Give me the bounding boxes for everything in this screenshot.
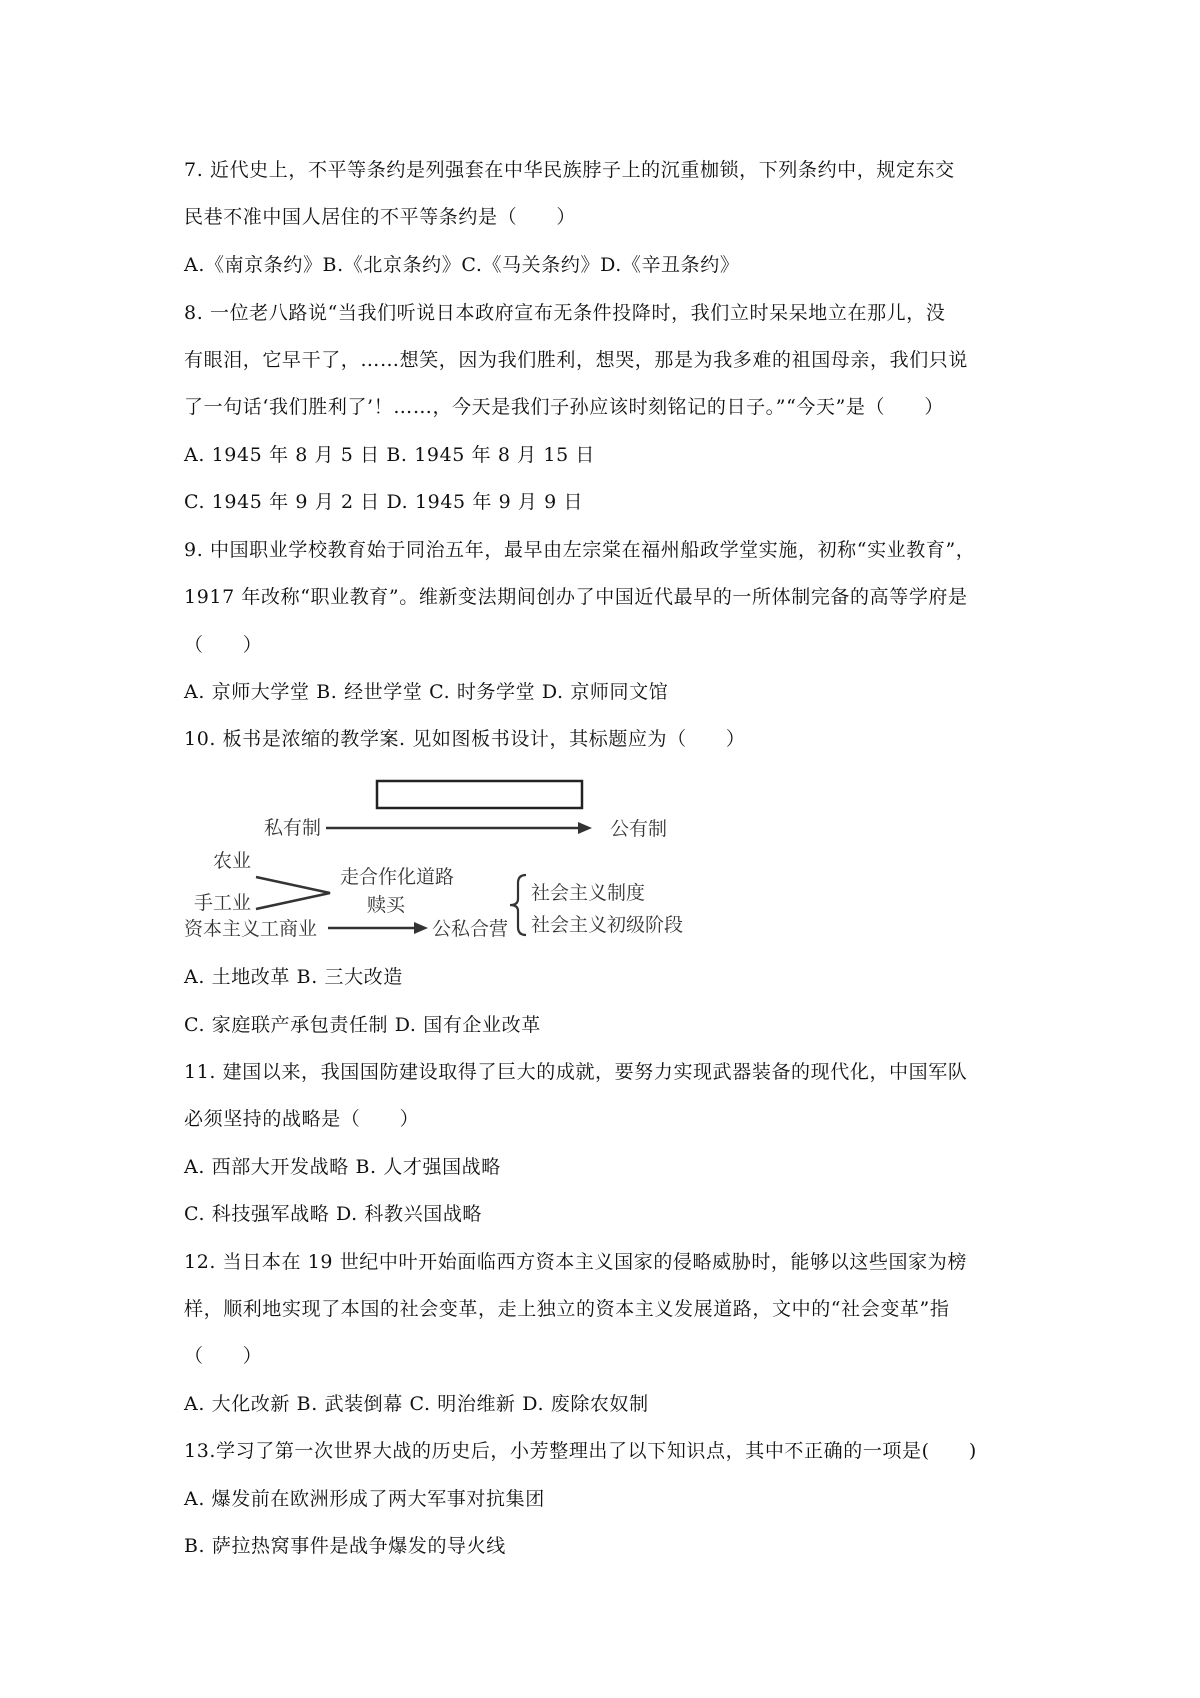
q9-line2: 1917 年改称“职业教育”。维新变法期间创办了中国近代最早的一所体制完备的高等学府是 <box>184 586 968 608</box>
q8-options-cd: C. 1945 年 9 月 2 日 D. 1945 年 9 月 9 日 <box>184 491 584 513</box>
q7-line1: 7. 近代史上，不平等条约是列强套在中华民族脖子上的沉重枷锁，下列条约中，规定东交 <box>184 159 955 181</box>
q7-line2: 民巷不准中国人居住的不平等条约是（ ） <box>184 206 577 228</box>
label-handicraft: 手工业 <box>194 892 252 914</box>
label-redeem: 赎买 <box>367 894 406 916</box>
q7-options: A.《南京条约》B.《北京条约》C.《马关条约》D.《辛丑条约》 <box>184 254 740 276</box>
q9-line1: 9. 中国职业学校教育始于同治五年，最早由左宗棠在福州船政学堂实施，初称“实业教育”， <box>184 539 976 561</box>
q8-line2: 有眼泪，它早干了，……想笑，因为我们胜利，想哭，那是为我多难的祖国母亲，我们只说 <box>184 349 969 371</box>
label-cooperative: 走合作化道路 <box>340 866 455 888</box>
q13-line1: 13.学习了第一次世界大战的历史后，小芳整理出了以下知识点，其中不正确的一项是( ) <box>184 1440 977 1462</box>
q10-line1: 10. 板书是浓缩的教学案. 见如图板书设计，其标题应为（ ） <box>184 728 746 750</box>
title-blank-box <box>377 781 582 808</box>
q10-options-ab: A. 土地改革 B. 三大改造 <box>184 966 403 988</box>
q12-options: A. 大化改新 B. 武装倒幕 C. 明治维新 D. 废除农奴制 <box>184 1393 649 1415</box>
q8-line3: 了一句话‘我们胜利了’！……，今天是我们子孙应该时刻铭记的日子。”“今天”是（ ） <box>184 396 944 418</box>
label-system: 社会主义制度 <box>531 882 646 904</box>
arrowhead-joint <box>414 922 428 934</box>
q11-options-cd: C. 科技强军战略 D. 科教兴国战略 <box>184 1203 483 1225</box>
q11-options-ab: A. 西部大开发战略 B. 人才强国战略 <box>184 1156 501 1178</box>
q11-line2: 必须坚持的战略是（ ） <box>184 1108 420 1130</box>
label-agriculture: 农业 <box>213 850 252 872</box>
label-capitalist: 资本主义工商业 <box>184 918 318 940</box>
q13-option-b: B. 萨拉热窝事件是战争爆发的导火线 <box>184 1535 506 1557</box>
q8-line1: 8. 一位老八路说“当我们听说日本政府宣布无条件投降时，我们立时呆呆地立在那儿，没 <box>184 302 946 324</box>
label-private: 私有制 <box>264 817 322 839</box>
arrowhead-public <box>578 822 592 834</box>
label-joint: 公私合营 <box>432 918 509 940</box>
q10-options-cd: C. 家庭联产承包责任制 D. 国有企业改革 <box>184 1014 541 1036</box>
q9-options: A. 京师大学堂 B. 经世学堂 C. 时务学堂 D. 京师同文馆 <box>184 681 669 703</box>
label-public: 公有制 <box>610 818 668 840</box>
brace <box>510 875 526 935</box>
q13-option-a: A. 爆发前在欧洲形成了两大军事对抗集团 <box>184 1488 545 1510</box>
q9-line3: （ ） <box>184 634 263 656</box>
converge-lines <box>256 877 330 909</box>
q12-line2: 样，顺利地实现了本国的社会变革，走上独立的资本主义发展道路，文中的“社会变革”指 <box>184 1298 950 1320</box>
q12-line3: （ ） <box>184 1345 263 1367</box>
label-stage: 社会主义初级阶段 <box>531 914 684 936</box>
q11-line1: 11. 建国以来，我国国防建设取得了巨大的成就，要努力实现武器装备的现代化，中国军队 <box>184 1061 968 1083</box>
q8-options-ab: A. 1945 年 8 月 5 日 B. 1945 年 8 月 15 日 <box>184 444 596 466</box>
q12-line1: 12. 当日本在 19 世纪中叶开始面临西方资本主义国家的侵略威胁时，能够以这些国家为榜 <box>184 1251 967 1273</box>
blackboard-diagram <box>180 775 760 945</box>
